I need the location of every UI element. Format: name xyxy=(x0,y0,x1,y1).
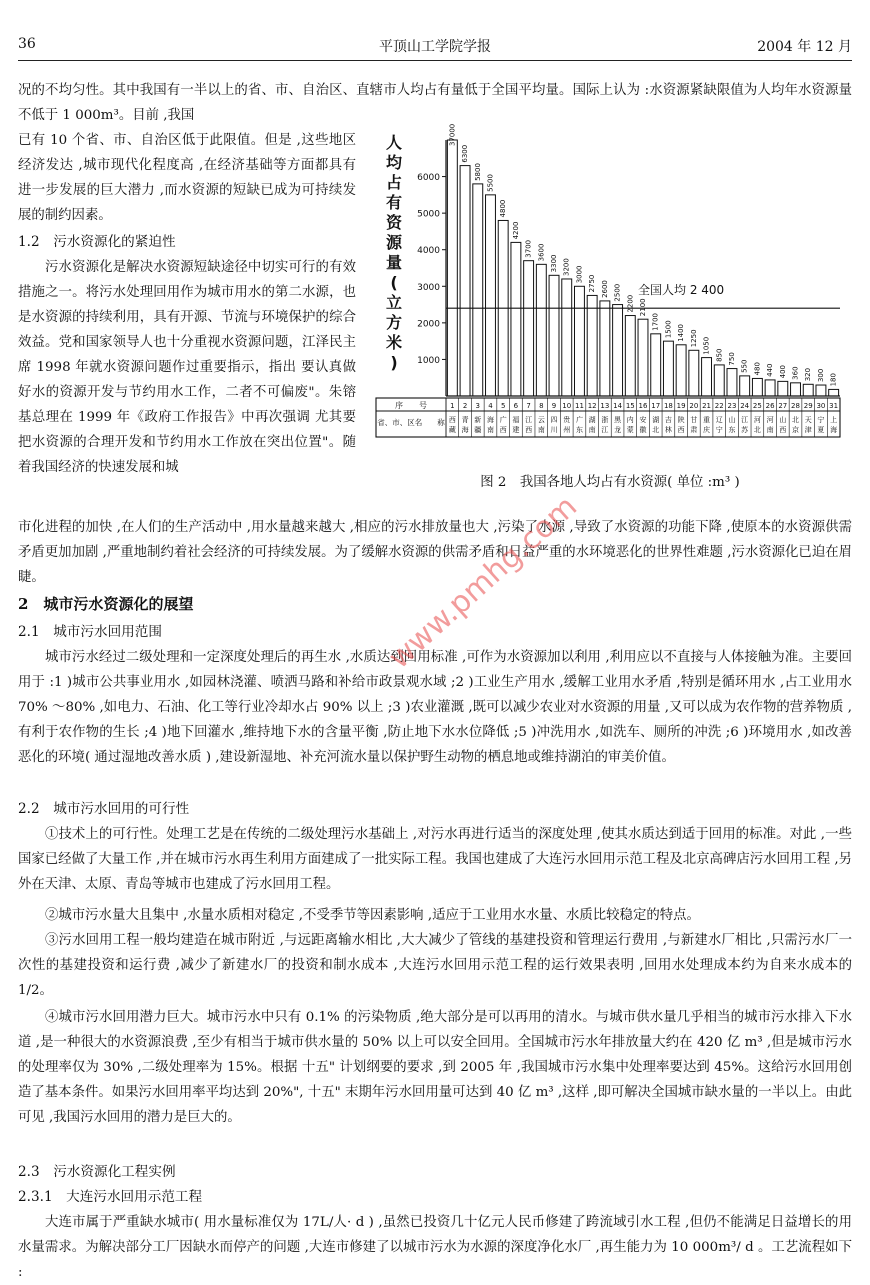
category-number: 11 xyxy=(574,402,584,410)
category-name-char: 州 xyxy=(563,426,571,434)
bar xyxy=(816,385,826,396)
category-name-char: 湖 xyxy=(652,416,660,424)
category-number: 13 xyxy=(600,402,610,410)
table-header-name: 省、市、区名 称 xyxy=(377,418,445,427)
category-name-char: 浙 xyxy=(601,416,609,424)
category-name-char: 南 xyxy=(766,426,774,434)
category-number: 19 xyxy=(676,402,686,410)
bar xyxy=(765,380,775,396)
category-name-char: 肃 xyxy=(690,426,698,434)
bar xyxy=(663,341,673,396)
category-name-char: 藏 xyxy=(448,426,456,434)
category-name-char: 宁 xyxy=(715,426,723,434)
bar-value-label: 3200 xyxy=(562,258,571,276)
category-name-char: 辽 xyxy=(715,416,723,424)
y-axis-ticks xyxy=(417,140,446,396)
category-name-char: 广 xyxy=(499,416,507,424)
bar-value-label: 1500 xyxy=(664,320,673,339)
bar-value-label: 300 xyxy=(816,368,825,383)
bar xyxy=(473,184,483,396)
y-axis-title-char: 米 xyxy=(385,333,403,352)
bar-value-label: 2200 xyxy=(626,294,635,313)
category-number: 16 xyxy=(638,402,648,410)
bar-series xyxy=(446,140,840,396)
category-name-char: 陕 xyxy=(677,416,685,424)
journal-title: 平顶山工学院学报 xyxy=(379,39,491,55)
category-number: 23 xyxy=(727,402,737,410)
bar xyxy=(689,350,699,396)
category-number: 7 xyxy=(526,402,531,410)
category-name-char: 北 xyxy=(753,426,761,434)
y-axis-title-char: 方 xyxy=(385,313,403,332)
y-axis-title-char: 资 xyxy=(385,213,403,232)
category-number: 28 xyxy=(791,402,800,410)
category-name-char: 东 xyxy=(575,426,583,434)
paragraph-8: 大连市属于严重缺水城市( 用水量标准仅为 17L/人· d ) ,虽然已投资几十亿元人民币修建了跨流域引水工程 ,但仍不能满足日益增长的用水量需求。为解决部分工厂因缺水而停产的问题 ,大连市修建了以城市污水为水源的深度净化水厂 ,再生能力为 10 000m³/ d 。工艺流程如下 : xyxy=(18,1215,852,1280)
y-axis-title-char: ( xyxy=(390,273,398,292)
bar-value-label: 180 xyxy=(829,373,838,387)
bar-value-label: 2500 xyxy=(613,283,622,302)
category-name-char: 龙 xyxy=(614,426,622,434)
y-tick-label: 5000 xyxy=(417,209,440,220)
bar xyxy=(676,345,686,396)
bar-value-label: 37000 xyxy=(448,124,457,146)
bar-value-label: 550 xyxy=(740,359,749,373)
heading-2-2: 2.2 城市污水回用的可行性 xyxy=(18,801,190,817)
category-name-char: 山 xyxy=(779,416,787,424)
paragraph-3: 城市污水经过二级处理和一定深度处理后的再生水 ,水质达到回用标准 ,可作为水资源加以利用 ,利用应以不直接与人体接触为准。主要回用于 :1 )城市公共事业用水 ,如园林浇灌、喷洒马路和补给市政景观水域 ;2 )工业生产用水 ,缓解工业用水矛盾 ,特别是循环用水 ,占工业用水 70% ～80% ,如电力、石油、化工等行业冷却水占 90% 以上 ;3 )农业灌溉 ,既可以减少农业对水资源的用量 ,又可以成为农作物的营养物质 ,有利于农作物的生长 ;4 )地下回灌水 ,维持地下水的含量平衡 ,防止地下水水位降低 ;5 )冲洗用水 ,如洗车、厕所的冲洗 ;6 )环境用水 ,如改善恶化的环境( 通过湿地改善水质 ) ,建设新湿地、补充河流水量以保护野生动物的栖息地或维持湖泊的审美价值。 xyxy=(18,650,852,765)
category-name-char: 青 xyxy=(461,416,469,424)
category-name-char: 北 xyxy=(792,416,800,424)
category-name-char: 吉 xyxy=(664,416,672,424)
paragraph-7: ④城市污水回用潜力巨大。城市污水中只有 0.1% 的污染物质 ,绝大部分是可以再用的清水。与城市供水量几乎相当的城市污水排入下水道 ,是一种很大的水资源浪费 ,至少有相当于城市供水量的 50% 以上可以安全回用。全国城市污水年排放量大约在 420 亿 m³ ,但是城市污水的处理率仅为 30% ,二级处理率为 15%。根据 十五" 计划纲要的要求 ,到 2005 年 ,我国城市污水集中处理率要达到 45%。这给污水回用创造了基本条件。如果污水回用率平均达到 20%", 十五" 末期年污水回用量可达到 40 亿 m³ ,这样 ,即可解决全国城市缺水量的一半以上。由此可见 ,我国污水回用的潜力是巨大的。 xyxy=(18,1010,852,1125)
bar xyxy=(524,261,534,396)
paragraph-5: ②城市污水量大且集中 ,水量水质相对稳定 ,不受季节等因素影响 ,适应于工业用水水量、水质比较稳定的特点。 xyxy=(45,908,700,923)
category-name-char: 海 xyxy=(830,426,838,434)
bar xyxy=(791,383,801,396)
category-name-char: 上 xyxy=(830,416,838,424)
y-axis-title-char: 均 xyxy=(385,153,403,172)
bar xyxy=(778,381,788,396)
category-name-char: 海 xyxy=(461,426,469,434)
category-name-char: 南 xyxy=(537,426,545,434)
category-name-char: 河 xyxy=(753,416,761,424)
watermark-text: www.pmhg.com xyxy=(381,489,584,676)
bar xyxy=(638,319,648,396)
bar xyxy=(574,286,584,396)
bar xyxy=(562,279,572,396)
category-number: 24 xyxy=(740,402,750,410)
y-axis-title-char: 人 xyxy=(385,133,403,152)
category-name-char: 江 xyxy=(741,416,749,424)
bar xyxy=(752,378,762,396)
y-axis-title-char: 立 xyxy=(385,293,403,312)
category-number: 5 xyxy=(500,402,506,410)
y-tick-label: 6000 xyxy=(417,173,440,184)
category-name-char: 西 xyxy=(448,416,456,424)
category-name-char: 黑 xyxy=(614,416,622,424)
category-number: 8 xyxy=(539,402,544,410)
bar-value-label: 3000 xyxy=(575,265,584,284)
category-name-char: 内 xyxy=(626,416,634,424)
bar-value-label: 2750 xyxy=(588,274,597,293)
bar-value-label: 4200 xyxy=(511,221,520,240)
paragraph-2: 污水资源化是解决水资源短缺途径中切实可行的有效措施之一。将污水处理回用作为城市用水的第二水源，也是水资源的持续利用，具有开源、节流与环境保护的综合效益。党和国家领导人也十分重视水资源问题，江泽民主席 1998 年就水资源问题作过重要指示，指出 要认真做好水的资源开发与节约用水工作，二者不可偏废"。朱镕基总理在 1999 年《政府工作报告》中再次强调 尤其要把水资源的合理开发和节约用水工作放在突出位置"。随着我国经济的快速发展和城 xyxy=(18,260,356,475)
category-number: 4 xyxy=(488,402,493,410)
category-number: 25 xyxy=(752,402,762,410)
category-name-char: 宁 xyxy=(817,416,825,424)
category-name-char: 西 xyxy=(677,426,685,434)
category-name-char: 山 xyxy=(728,416,736,424)
bar xyxy=(613,305,623,396)
y-tick-label: 4000 xyxy=(417,246,440,257)
bar xyxy=(447,140,457,396)
bar xyxy=(486,195,496,396)
bar xyxy=(536,264,546,396)
heading-2: 2 城市污水资源化的展望 xyxy=(18,595,194,613)
y-axis-title-char: 源 xyxy=(385,233,403,252)
bar-value-label: 5500 xyxy=(486,174,495,192)
category-name-char: 林 xyxy=(664,426,672,434)
paragraph-1-cont: 已有 10 个省、市、自治区低于此限值。但是 ,这些地区经济发达 ,城市现代化程度高 ,在经济基础等方面都具有进一步发展的巨大潜力 ,而水资源的短缺已成为可持续发展的制约因素。 xyxy=(18,133,356,223)
category-name-char: 西 xyxy=(525,426,533,434)
category-name-char: 蒙 xyxy=(626,426,634,434)
category-number: 3 xyxy=(475,402,481,410)
bar xyxy=(702,358,712,396)
category-name-char: 建 xyxy=(512,426,520,434)
category-number: 22 xyxy=(714,402,724,410)
category-name-char: 福 xyxy=(512,416,520,424)
category-number: 18 xyxy=(663,402,673,410)
heading-2-1: 2.1 城市污水回用范围 xyxy=(18,624,162,640)
paragraph-4: ①技术上的可行性。处理工艺是在传统的二级处理污水基础上 ,对污水再进行适当的深度处理 ,使其水质达到适于回用的标准。对此 ,一些国家已经做了大量工作 ,并在城市污水再生利用方面建成了一批实际工程。我国也建成了大连污水回用示范工程及北京高碑店污水回用工程 ,另外在天津、太原、青岛等城市也建成了污水回用工程。 xyxy=(18,827,852,892)
category-name-char: 江 xyxy=(601,426,609,434)
bar-value-label: 1700 xyxy=(651,313,660,331)
y-axis-title xyxy=(386,133,403,372)
average-label: 全国人均 2 400 xyxy=(638,283,725,298)
figure-caption: 图 2 我国各地人均占有水资源( 单位 :m³ ) xyxy=(480,475,740,490)
water-resource-bar-chart xyxy=(370,124,850,460)
category-name-char: 东 xyxy=(728,426,736,434)
y-axis-title-char: ) xyxy=(390,353,398,372)
bar-value-label: 1250 xyxy=(689,329,698,348)
category-name-char: 西 xyxy=(499,426,507,434)
category-name-char: 广 xyxy=(575,416,583,424)
category-number: 27 xyxy=(778,402,788,410)
bar xyxy=(803,384,813,396)
bar-value-label: 440 xyxy=(766,363,775,377)
category-number: 10 xyxy=(562,402,572,410)
y-axis-title-char: 有 xyxy=(385,193,403,212)
category-name-char: 夏 xyxy=(817,426,825,434)
y-axis-title-char: 占 xyxy=(385,173,403,192)
bar-value-label: 400 xyxy=(778,364,787,379)
category-name-char: 西 xyxy=(779,426,787,434)
paragraph-6: ③污水回用工程一般均建造在城市附近 ,与远距离输水相比 ,大大减少了管线的基建投资和管理运行费用 ,与新建水厂相比 ,只需污水厂一次性的基建投资和运行费 ,减少了新建水厂的投资和制水成本 ,大连污水回用示范工程的运行效果表明 ,回用水处理成本约为自来水成本的 1/2。 xyxy=(18,933,852,998)
page-number: 36 xyxy=(18,36,36,52)
category-name-char: 贵 xyxy=(563,416,571,424)
bar-value-label: 3700 xyxy=(524,239,533,258)
bar-value-label: 1400 xyxy=(677,323,686,342)
category-number: 31 xyxy=(829,402,839,410)
bar xyxy=(714,365,724,396)
bar xyxy=(587,295,597,396)
bar xyxy=(460,166,470,396)
category-number: 6 xyxy=(513,402,519,410)
bar-value-label: 3600 xyxy=(537,243,546,262)
category-name-char: 云 xyxy=(537,416,545,424)
category-name-char: 海 xyxy=(486,416,494,424)
category-name-char: 四 xyxy=(550,416,558,424)
category-name-char: 南 xyxy=(486,426,494,434)
category-number: 17 xyxy=(651,402,661,410)
category-number: 12 xyxy=(587,402,597,410)
category-name-char: 河 xyxy=(766,416,774,424)
bar xyxy=(600,301,610,396)
category-table xyxy=(376,398,840,437)
category-name-char: 苏 xyxy=(741,426,749,434)
category-name-char: 江 xyxy=(525,416,533,424)
bar xyxy=(727,369,737,396)
bar-value-label: 5800 xyxy=(473,163,482,181)
category-name-char: 新 xyxy=(474,416,482,424)
bar-value-label: 1050 xyxy=(702,336,711,355)
bar-value-label: 2600 xyxy=(600,280,609,298)
y-tick-label: 3000 xyxy=(417,282,440,293)
bar xyxy=(625,316,635,396)
y-axis-title-char: 量 xyxy=(385,253,403,272)
category-number: 21 xyxy=(702,402,712,410)
bar-value-label: 4800 xyxy=(499,199,508,218)
category-number: 1 xyxy=(450,402,455,410)
category-name-char: 重 xyxy=(703,416,711,424)
category-name-char: 安 xyxy=(639,416,647,424)
category-name-char: 津 xyxy=(804,426,812,434)
category-name-char: 天 xyxy=(804,416,812,424)
category-name-char: 徽 xyxy=(639,426,647,434)
bar-value-label: 320 xyxy=(804,367,813,382)
category-number: 2 xyxy=(462,402,468,410)
y-tick-label: 2000 xyxy=(417,319,440,330)
category-number: 30 xyxy=(816,402,826,410)
category-number: 20 xyxy=(689,402,699,410)
bar xyxy=(740,376,750,396)
bar xyxy=(549,275,559,396)
bar-value-label: 480 xyxy=(753,362,762,376)
category-name-char: 庆 xyxy=(703,426,711,434)
bar-value-label: 6300 xyxy=(461,144,470,163)
category-name-char: 南 xyxy=(588,426,596,434)
bar xyxy=(511,242,521,396)
category-name-char: 湖 xyxy=(588,416,596,424)
heading-2-3-1: 2.3.1 大连污水回用示范工程 xyxy=(18,1189,203,1205)
bar xyxy=(651,334,661,396)
paragraph-2-cont: 市化进程的加快 ,在人们的生产活动中 ,用水量越来越大 ,相应的污水排放量也大 ,污染了水源 ,导致了水资源的功能下降 ,使原本的水资源供需矛盾更加加剧 ,严重地制约着社会经济的可持续发展。为了缓解水资源的供需矛盾和日益严重的水环境恶化的世界性难题 ,污水资源化已迫在眉睫。 xyxy=(18,520,852,585)
category-number: 14 xyxy=(613,402,623,410)
category-name-char: 疆 xyxy=(474,426,482,434)
bar-value-label: 2100 xyxy=(639,298,647,317)
category-name-char: 甘 xyxy=(690,416,698,424)
category-number: 29 xyxy=(803,402,813,410)
issue-date: 2004 年 12 月 xyxy=(757,39,852,55)
category-number: 26 xyxy=(765,402,775,410)
paragraph-1: 况的不均匀性。其中我国有一半以上的省、市、自治区、直辖市人均占有量低于全国平均量。国际上认为 :水资源紧缺限值为人均年水资源量不低于 1 000m³。目前 ,我国 xyxy=(18,83,852,123)
bar xyxy=(829,389,839,396)
category-name-char: 川 xyxy=(550,426,558,434)
category-name-char: 京 xyxy=(792,426,800,434)
bar-value-label: 850 xyxy=(715,348,724,362)
table-header-number: 序 号 xyxy=(395,401,427,410)
category-number: 9 xyxy=(551,402,557,410)
bar-value-label: 360 xyxy=(791,366,800,380)
category-name-char: 北 xyxy=(652,426,660,434)
category-number: 15 xyxy=(625,402,635,410)
bar-value-label: 3300 xyxy=(550,254,559,273)
heading-1-2: 1.2 污水资源化的紧迫性 xyxy=(18,234,176,250)
page-header xyxy=(18,34,852,61)
bar-value-label: 750 xyxy=(727,352,736,366)
heading-2-3: 2.3 污水资源化工程实例 xyxy=(18,1164,176,1180)
y-tick-label: 1000 xyxy=(417,355,440,366)
